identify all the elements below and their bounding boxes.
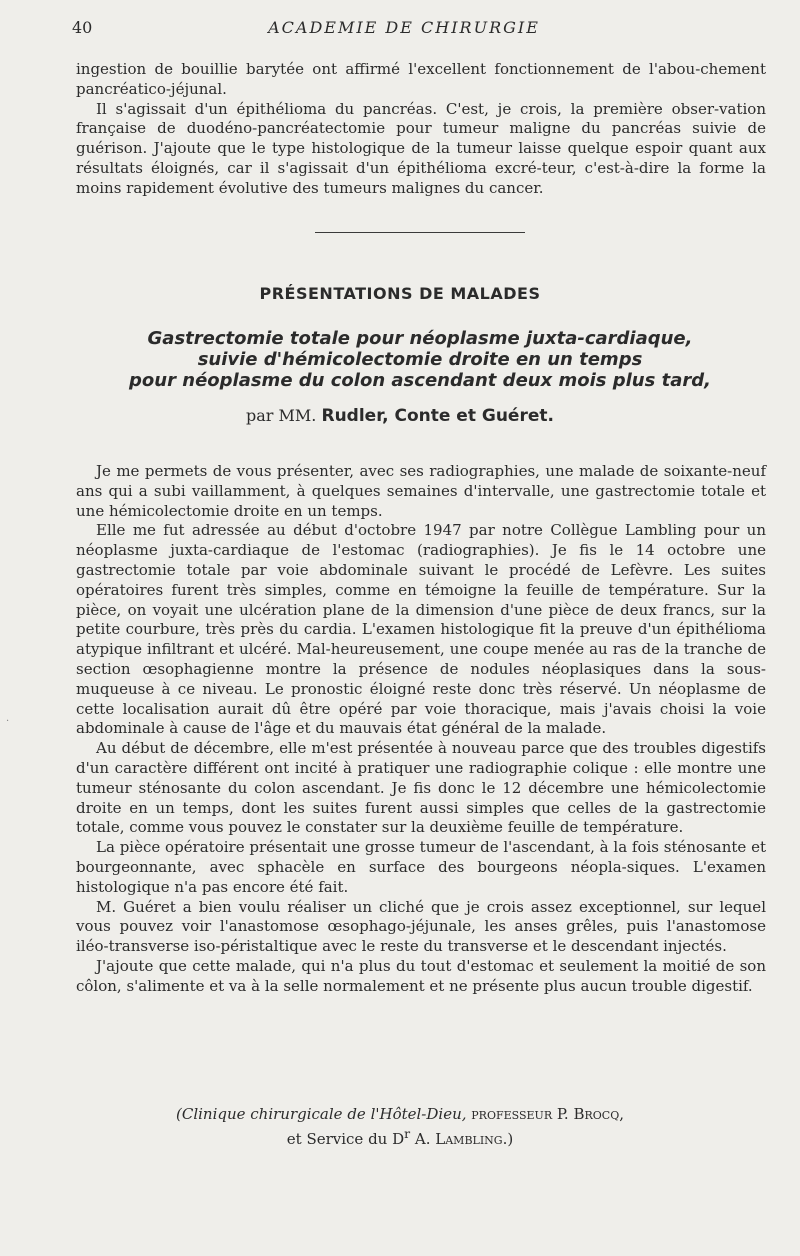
affiliation xyxy=(0,1104,800,1149)
article-title xyxy=(60,328,780,391)
article-title-line-1: Gastrectomie totale pour néoplasme juxta-cardiaque, xyxy=(147,328,693,349)
body-paragraph-3: Au début de décembre, elle m'est présentée à nouveau parce que des troubles digestifs d'un caractère différent ont incité à pratiquer une radiographie colique : elle montre une tumeur sténosante du colon ascendant. Je fis donc le 12 décembre une hémicolectomie droite en un temps, dont les suites furent aussi simples que celles de la gastrectomie totale, comme vous pouvez le constater sur la deuxième feuille de température. xyxy=(76,739,766,837)
affiliation-clinic: (Clinique chirurgicale de l'Hôtel-Dieu, xyxy=(175,1105,467,1123)
body-paragraph-2: Elle me fut adressée au début d'octobre 1947 par notre Collègue Lambling pour un néoplasme juxta-cardiaque de l'estomac (radiographies). Je fis le 14 octobre une gastrectomie totale par voie abdominale suivant le procédé de Lefèvre. Les suites opératoires furent très simples, comme en témoigne la feuille de température. Sur la pièce, on voyait une ulcération plane de la dimension d'une pièce de deux francs, sur la petite courbure, très près du cardia. L'examen histologique fit la preuve d'un épithélioma atypique infiltrant et ulcéré. Mal-heureusement, une coupe menée au ras de la tranche de section œsophagienne montre la présence de nodules néoplasiques dans la sous-muqueuse à ce niveau. Le pronostic éloigné reste donc très réservé. Un néoplasme de cette localisation aurait dû être opéré par voie thoracique, mais j'avais choisi la voie abdominale à cause de l'âge et du mauvais état général de la malade. xyxy=(76,521,766,738)
page-number: 40 xyxy=(72,18,93,37)
article-title-line-3: pour néoplasme du colon ascendant deux mois plus tard, xyxy=(129,370,711,391)
running-title: ACADEMIE DE CHIRURGIE xyxy=(268,18,540,37)
body-paragraph-4: La pièce opératoire présentait une grosse tumeur de l'ascendant, à la fois sténosante et bourgeonnante, avec sphacèle en surface des bourgeons néopla-siques. L'examen histologique n'a pas encore été fait. xyxy=(76,838,766,896)
article-title-line-2: suivie d'hémicolectomie droite en un temps xyxy=(197,349,643,370)
intro-text xyxy=(76,60,766,199)
affiliation-professor: professeur P. Brocq, xyxy=(471,1105,624,1123)
body-paragraph-5: M. Guéret a bien voulu réaliser un cliché que je crois assez exceptionnel, sur lequel vous pouvez voir l'anastomose œsophago-jéjunale, les anses grêles, puis l'anastomose iléo-transverse iso-péristaltique avec le reste du transverse et le descendant injectés. xyxy=(76,897,766,956)
page-header xyxy=(72,18,736,44)
section-divider xyxy=(315,232,525,233)
byline-prefix: par MM. xyxy=(246,406,317,425)
article-body xyxy=(76,462,766,997)
section-heading: PRÉSENTATIONS DE MALADES xyxy=(259,284,541,303)
byline xyxy=(0,406,800,426)
byline-authors: Rudler, Conte et Guéret. xyxy=(321,406,554,426)
intro-paragraph-1: ingestion de bouillie barytée ont affirmé l'excellent fonctionnement de l'abou-chement pancréatico-jéjunal. xyxy=(76,60,766,98)
affiliation-service-name: A. Lambling.) xyxy=(414,1130,514,1148)
intro-paragraph-2: Il s'agissait d'un épithélioma du pancréas. C'est, je crois, la première obser-vation française de duodéno-pancréatectomie pour tumeur maligne du pancréas suivie de guérison. J'ajoute que le type histologique de la tumeur laisse quelque espoir quant aux résultats éloignés, car il s'agissait d'un épithélioma excré-teur, c'est-à-dire la forme la moins rapidement évolutive des tumeurs malignes du cancer. xyxy=(76,99,766,197)
body-paragraph-6: J'ajoute que cette malade, qui n'a plus du tout d'estomac et seulement la moitié de son côlon, s'alimente et va à la selle normalement et ne présente plus aucun trouble digestif. xyxy=(76,956,766,995)
affiliation-service-prefix: et Service du D xyxy=(286,1130,405,1148)
affiliation-service-sup: r xyxy=(404,1126,411,1141)
margin-mark: · xyxy=(6,716,10,727)
body-paragraph-1: Je me permets de vous présenter, avec ses radiographies, une malade de soixante-neuf ans qui a subi vaillamment, à quelques semaines d'intervalle, une gastrectomie totale et une hémicolectomie droite en un temps. xyxy=(76,462,766,520)
